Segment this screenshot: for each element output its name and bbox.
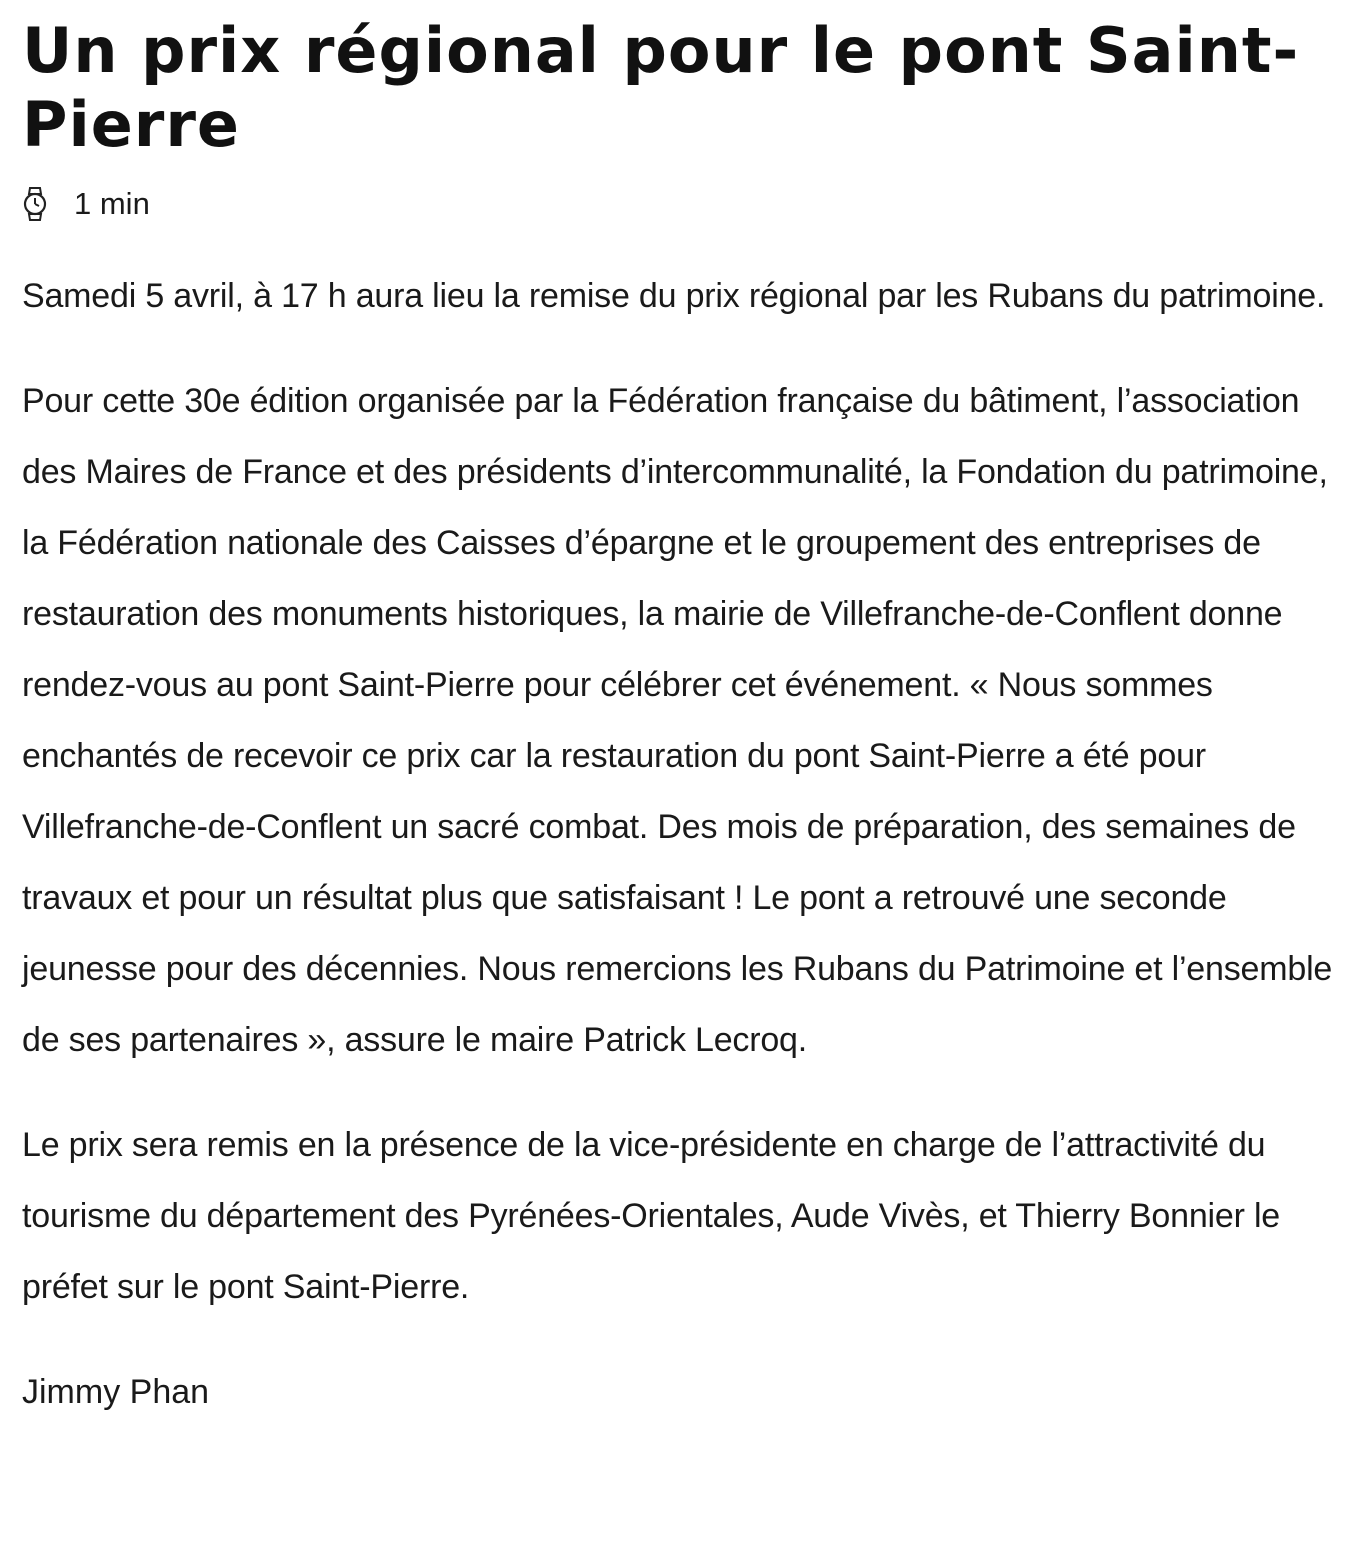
watch-icon — [22, 186, 48, 222]
article-title: Un prix régional pour le pont Saint-Pierre — [22, 14, 1300, 161]
reading-time-label: 1 min — [74, 186, 150, 221]
paragraph-2: Pour cette 30e édition organisée par la Fédération française du bâtiment, l’association des Maires de France et des présidents d’intercommunalité, la Fondation du patrimoine, la Fédération nationale des Caisses d’épargne et le groupement des entreprises de restauration des monuments historiques, la mairie de Villefranche-de-Conflent donne rendez-vous au pont Saint-Pierre pour célébrer cet événement. « Nous sommes enchantés de recevoir ce prix car la restauration du pont Saint-Pierre a été pour Villefranche-de-Conflent un sacré combat. Des mois de préparation, des semaines de travaux et pour un résultat plus que satisfaisant ! Le pont a retrouvé une seconde jeunesse pour des décennies. Nous remercions les Rubans du Patrimoine et l’ensemble de ses partenaires », assure le maire Patrick Lecroq. — [22, 382, 1333, 1059]
paragraph-3: Le prix sera remis en la présence de la vice-présidente en charge de l’attractivité du tourisme du département des Pyrénées-Orientales, Aude Vivès, et Thierry Bonnier le préfet sur le pont Saint-Pierre. — [22, 1126, 1281, 1306]
article — [22, 14, 1362, 1428]
reading-time — [22, 184, 1362, 224]
paragraph-1: Samedi 5 avril, à 17 h aura lieu la remise du prix régional par les Rubans du patrimoine. — [22, 277, 1326, 315]
author-name: Jimmy Phan — [22, 1373, 210, 1411]
